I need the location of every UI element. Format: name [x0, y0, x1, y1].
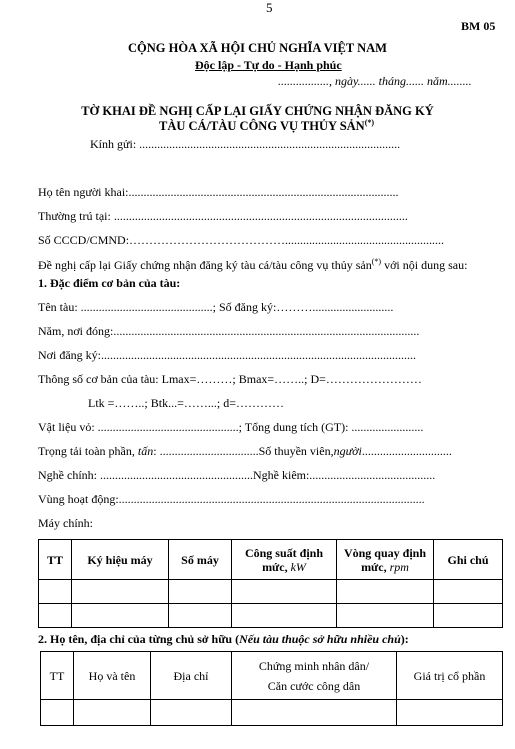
engine-cell[interactable] [72, 580, 169, 604]
ship-name-field: Tên tàu: ............................................; Số đăng ký:………........................... [38, 300, 394, 314]
engine-table [38, 539, 503, 628]
engine-col-tt: TT [39, 540, 72, 580]
engine-col-note: Ghi chú [434, 540, 503, 580]
engine-col-model: Ký hiệu máy [72, 540, 169, 580]
engine-cell[interactable] [232, 604, 337, 628]
id-line1: Chứng minh nhân dân/ [258, 658, 370, 673]
republic-title: CỘNG HÒA XÃ HỘI CHỦ NGHĨA VIỆT NAM [128, 41, 387, 55]
engine-cell[interactable] [39, 580, 72, 604]
form-title-line1: TỜ KHAI ĐỀ NGHỊ CẤP LẠI GIẤY CHỨNG NHẬN ĐĂNG KÝ [81, 104, 434, 118]
engine-cell[interactable] [434, 604, 503, 628]
request-sup: (*) [371, 257, 382, 266]
engine-cell[interactable] [39, 604, 72, 628]
deadweight-unit: tấn [137, 444, 154, 458]
request-text: Đề nghị cấp lại Giấy chứng nhận đăng ký tàu cá/tàu công vụ thủy sản [38, 258, 372, 272]
owner-col-name: Họ và tên [74, 652, 151, 700]
owner-cell[interactable] [41, 700, 74, 726]
owner-col-share: Giá trị cổ phần [397, 652, 503, 700]
section2-heading [38, 632, 409, 646]
engine-cell[interactable] [232, 580, 337, 604]
power-label: Công suất định mức, [244, 545, 324, 574]
owner-table-row [41, 700, 503, 726]
year-place-field: Năm, nơi đóng:...................................................................................................... [38, 324, 420, 338]
engine-table-row [39, 580, 503, 604]
engine-cell[interactable] [337, 604, 434, 628]
deadweight-field [38, 444, 452, 458]
registry-place-field: Nơi đăng ký:......................................................................................................... [38, 348, 417, 362]
rpm-unit: rpm [389, 559, 409, 574]
date-line: ................., ngày...... tháng...... năm........ [278, 74, 472, 88]
form-title-sup: (*) [364, 118, 375, 127]
owner-col-address: Địa chỉ [151, 652, 232, 700]
engine-col-rpm [337, 540, 434, 580]
owner-cell[interactable] [232, 700, 397, 726]
main-job-field: Nghề chính: ...................................................Nghề kiêm:.......................................... [38, 468, 436, 482]
owner-cell[interactable] [74, 700, 151, 726]
form-title-line2 [159, 118, 374, 134]
owner-cell[interactable] [151, 700, 232, 726]
form-title-line2-text: TÀU CÁ/TÀU CÔNG VỤ THỦY SẢN [159, 119, 365, 134]
crew-unit: người [333, 444, 362, 458]
engine-col-power [232, 540, 337, 580]
section2-heading-text: 2. Họ tên, địa chỉ của từng chủ sở hữu ( [38, 632, 240, 646]
section1-heading: 1. Đặc điểm cơ bản của tàu: [38, 276, 181, 290]
form-code: BM 05 [461, 19, 496, 33]
owner-table [40, 651, 503, 726]
request-tail: với nội dung sau: [381, 258, 468, 272]
owner-col-id [232, 652, 397, 700]
owner-table-header [41, 652, 503, 700]
operating-area-field: Vùng hoạt động:...................................................................................................... [38, 492, 425, 506]
owner-col-tt: TT [41, 652, 74, 700]
engine-cell[interactable] [169, 604, 232, 628]
motto: Độc lập - Tự do - Hạnh phúc [195, 58, 342, 72]
recipient-line: Kính gửi: ....................................................................................... [90, 137, 401, 151]
page-number: 5 [266, 0, 273, 15]
declarant-field: Họ tên người khai:.......................................................................................... [38, 185, 399, 199]
crew-label: : .................................Số thuyền viên, [153, 444, 334, 458]
engine-table-header [39, 540, 503, 580]
engine-cell[interactable] [337, 580, 434, 604]
engine-cell[interactable] [434, 580, 503, 604]
engine-table-row [39, 604, 503, 628]
params-line2: Ltk =……..; Btk...=……...; d=………… [88, 396, 284, 410]
rpm-label: Vòng quay định mức, [343, 545, 427, 574]
owner-cell[interactable] [397, 700, 503, 726]
power-unit: kW [290, 559, 306, 574]
engine-col-serial: Số máy [169, 540, 232, 580]
id-line2: Căn cước công dân [267, 678, 361, 693]
section2-heading-italic: Nếu tàu thuộc sở hữu nhiều chủ [239, 632, 401, 646]
params-line1: Thông số cơ bản của tàu: Lmax=………; Bmax=……..; D=…………………… [38, 372, 422, 386]
request-line [38, 255, 467, 272]
engine-cell[interactable] [169, 580, 232, 604]
residence-field: Thường trú tại: .................................................................................................. [38, 209, 408, 223]
crew-dots: .............................. [361, 444, 452, 458]
section2-heading-end: ): [400, 632, 409, 646]
main-engine-label: Máy chính: [38, 516, 93, 530]
engine-cell[interactable] [72, 604, 169, 628]
id-number-field: Số CCCD/CMND:…………………………………..................................................... [38, 233, 445, 247]
deadweight-label: Trọng tải toàn phần, [38, 444, 138, 458]
hull-material-field: Vật liệu vỏ: ...............................................; Tổng dung tích (GT): ........................ [38, 420, 424, 434]
